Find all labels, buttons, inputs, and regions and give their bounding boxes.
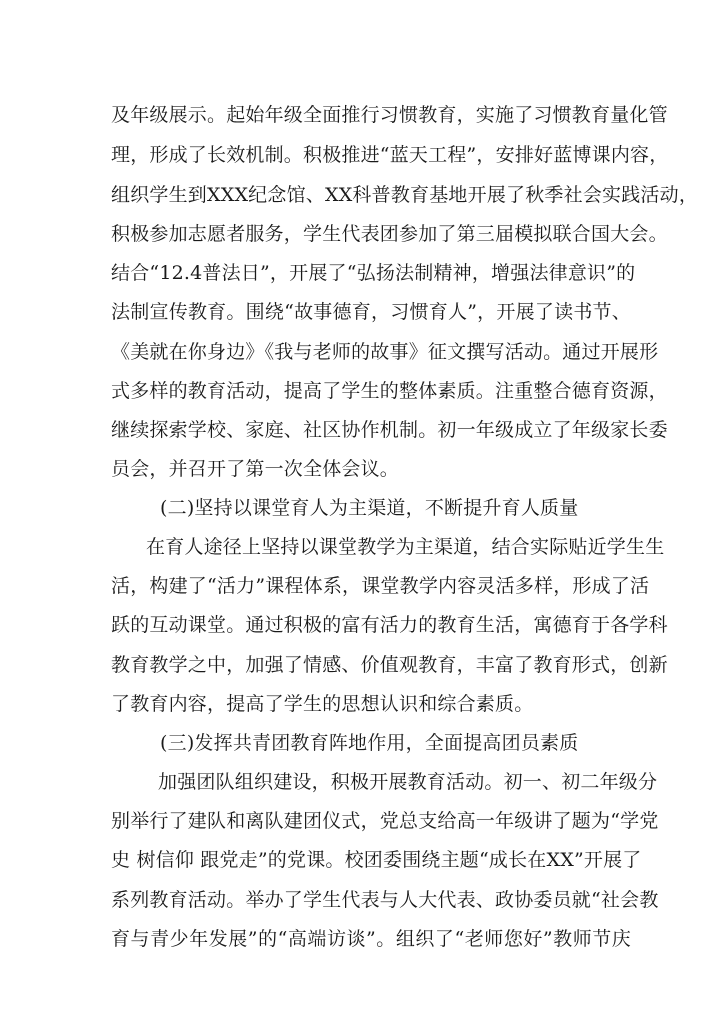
body-text-line: 法制宣传教育。围绕“故事德育，习惯育人”，开展了读书节、 — [111, 301, 631, 323]
body-text-line: 教育教学之中，加强了情感、价值观教育，丰富了教育形式，创新 — [111, 654, 668, 676]
body-text-line: 加强团队组织建设，积极开展教育活动。初一、初二年级分 — [158, 771, 658, 793]
body-text-line: 别举行了建队和离队建团仪式，党总支给高一年级讲了题为“学党 — [111, 810, 659, 832]
body-text-line: 结合“12.4普法日”，开展了“弘扬法制精神，增强法律意识”的 — [111, 262, 636, 284]
body-text-line: 在育人途径上坚持以课堂教学为主渠道，结合实际贴近学生生 — [146, 536, 665, 558]
body-text-line: 继续探索学校、家庭、社区协作机制。初一年级成立了年级家长委 — [111, 419, 668, 441]
body-text-line: 积极参加志愿者服务，学生代表团参加了第三届模拟联合国大会。 — [111, 223, 668, 245]
body-text-line: 理，形成了长效机制。积极推进“蓝天工程”，安排好蓝博课内容， — [111, 144, 669, 166]
body-text-line: 了教育内容，提高了学生的思想认识和综合素质。 — [111, 693, 534, 715]
body-text-line: 及年级展示。起始年级全面推行习惯教育，实施了习惯教育量化管 — [111, 104, 668, 126]
body-text-line: 式多样的教育活动，提高了学生的整体素质。注重整合德育资源， — [111, 380, 668, 402]
body-text-line: 组织学生到XXX纪念馆、XX科普教育基地开展了秋季社会实践活动， — [111, 184, 699, 206]
body-text-line: 史 树信仰 跟党走”的党课。校团委围绕主题“成长在XX”开展了 — [111, 849, 642, 871]
body-text-line: 系列教育活动。举办了学生代表与人大代表、政协委员就“社会教 — [111, 889, 659, 911]
body-text-line: 跃的互动课堂。通过积极的富有活力的教育生活，寓德育于各学科 — [111, 614, 668, 636]
body-text-line: 员会，并召开了第一次全体会议。 — [111, 458, 400, 480]
body-text-line: 活，构建了“活力”课程体系，课堂教学内容灵活多样，形成了活 — [111, 575, 650, 597]
section-heading: (三)发挥共青团教育阵地作用，全面提高团员素质 — [160, 732, 579, 754]
section-heading: (二)坚持以课堂育人为主渠道，不断提升育人质量 — [160, 497, 579, 519]
body-text-line: 《美就在你身边》《我与老师的故事》征文撰写活动。通过开展形 — [111, 341, 659, 363]
body-text-line: 育与青少年发展”的“高端访谈”。组织了“老师您好”教师节庆 — [111, 928, 631, 950]
